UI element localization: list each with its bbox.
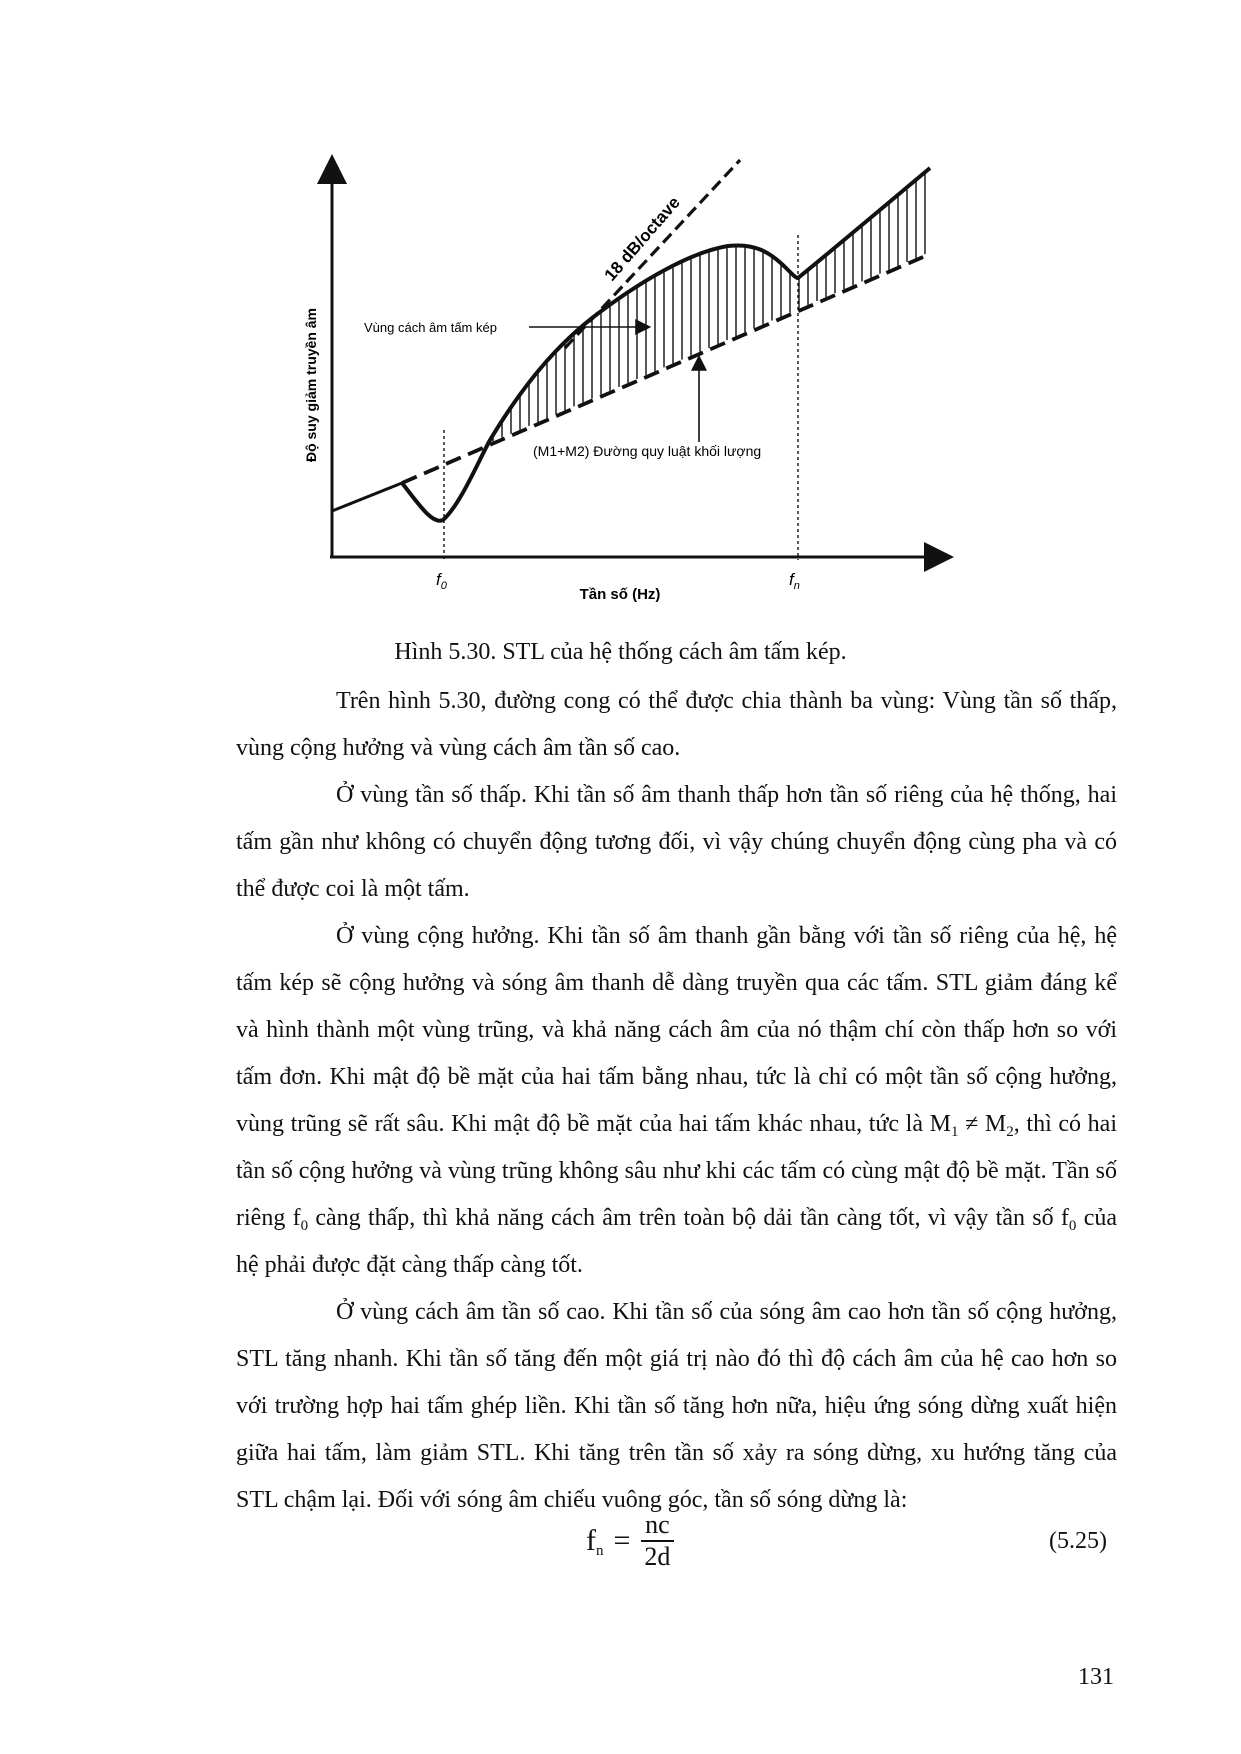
body-text xyxy=(236,678,1117,1524)
stl-diagram xyxy=(0,0,1241,640)
hatch-region xyxy=(493,174,925,441)
equation-number: (5.25) xyxy=(1049,1528,1107,1554)
slope-label: 18 dB/octave xyxy=(600,192,684,285)
paragraph-2: Ở vùng tần số thấp. Khi tần số âm thanh thấp hơn tần số riêng của hệ thống, hai tấm gần như không có chuyển động tương đối, vì vậy chúng chuyển động cùng pha và có thể được coi là một tấm. xyxy=(236,782,1117,902)
mass-law-start xyxy=(332,483,402,511)
stl-figure xyxy=(0,0,1241,640)
equation-lhs: $f_n$ xyxy=(586,1524,604,1559)
paragraph-3: Ở vùng cộng hưởng. Khi tần số âm thanh gần bằng với tần số riêng của hệ, hệ tấm kép sẽ cộng hưởng và sóng âm thanh dễ dàng truyền qua các tấm. STL giảm đáng kể và hình thành một vùng trũng, và khả năng cách âm của nó thậm chí còn thấp hơn so với tấm đơn. Khi mật độ bề mặt của hai tấm bằng nhau, tức là chỉ có một tần số cộng hưởng, vùng trũng sẽ rất sâu. Khi mật độ bề mặt của hai tấm khác nhau, tức là $M_1 \ne M_2$, thì có hai tần số cộng hưởng và vùng trũng không sâu như khi các tấm có cùng mật độ bề mặt. Tần số riêng $f_0$ càng thấp, thì khả năng cách âm trên toàn bộ dải tần càng tốt, vì vậy tần số $f_0$ của hệ phải được đặt càng thấp càng tốt. xyxy=(236,923,1118,1278)
paragraph-1: Trên hình 5.30, đường cong có thể được chia thành ba vùng: Vùng tần số thấp, vùng cộng hưởng và vùng cách âm tần số cao. xyxy=(236,688,1117,761)
paragraph-4: Ở vùng cách âm tần số cao. Khi tần số của sóng âm cao hơn tần số cộng hưởng, STL tăng nhanh. Khi tần số tăng đến một giá trị nào đó thì độ cách âm của hệ cao hơn so với trường hợp hai tấm ghép liền. Khi tần số tăng hơn nữa, hiệu ứng sóng dừng xuất hiện giữa hai tấm, làm giảm STL. Khi tăng trên tần số xảy ra sóng dừng, xu hướng tăng của STL chậm lại. Đối với sóng âm chiếu vuông góc, tần số sóng dừng là: xyxy=(236,1299,1117,1513)
equation-equals: = xyxy=(613,1524,631,1557)
equation-numerator: nc xyxy=(641,1510,674,1542)
mass-law-label: (M1+M2) Đường quy luật khối lượng xyxy=(533,443,762,459)
equation-5-25 xyxy=(236,1500,1117,1580)
y-axis-label: Độ suy giảm truyền âm xyxy=(303,307,319,463)
equation-fraction xyxy=(640,1510,674,1572)
equation-body xyxy=(586,1510,674,1572)
region-label: Vùng cách âm tấm kép xyxy=(364,320,497,335)
fn-label: $f_n$ xyxy=(789,570,800,592)
x-axis-label: Tần số (Hz) xyxy=(579,586,661,603)
page-number: 131 xyxy=(1078,1664,1114,1690)
equation-denominator: 2d xyxy=(644,1542,671,1571)
f0-label: $f_0$ xyxy=(436,570,447,592)
figure-caption: Hình 5.30. STL của hệ thống cách âm tấm kép. xyxy=(394,639,847,665)
